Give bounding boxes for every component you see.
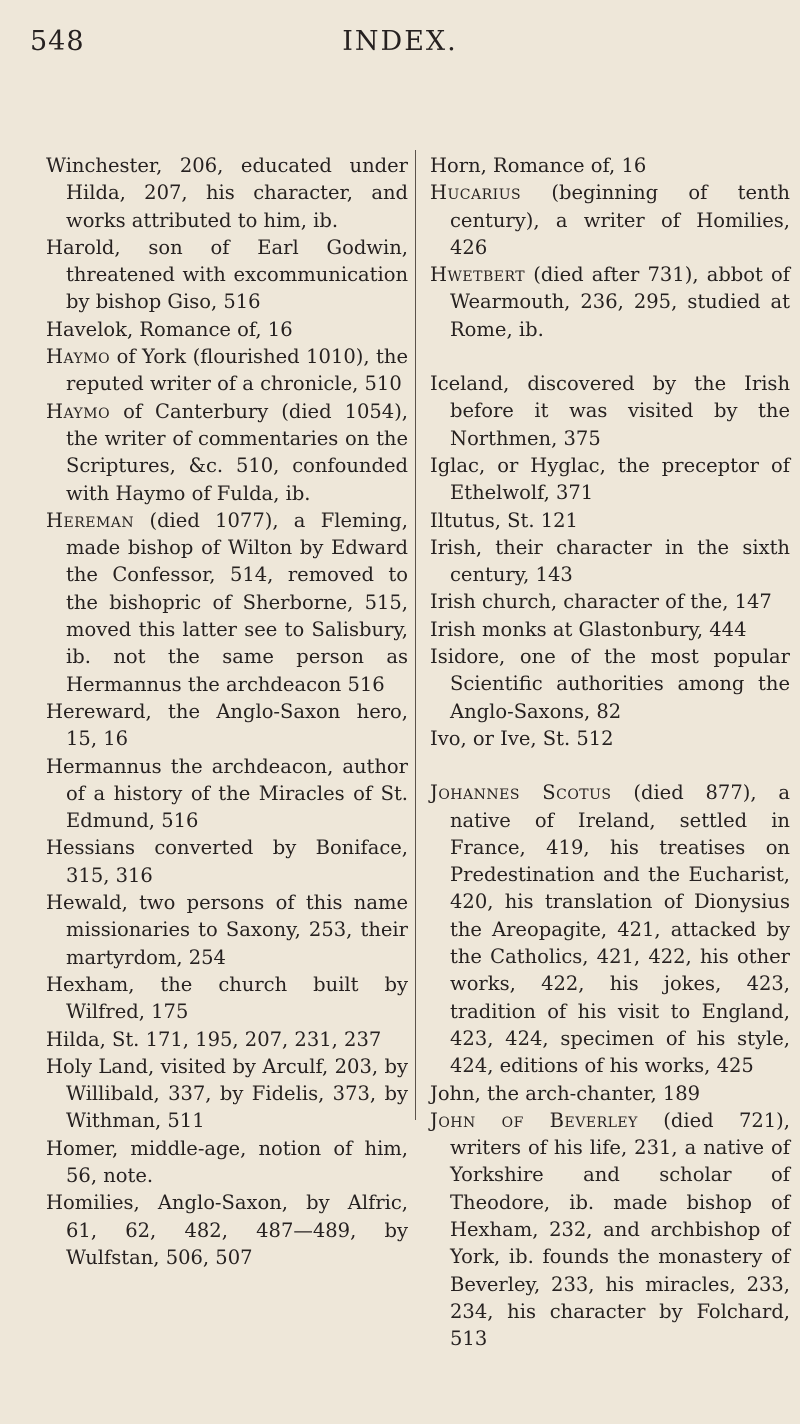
index-entry (430, 507, 790, 534)
entry-text: Hewald, two persons of this name missionaries to Saxony, 253, their martyrdom, 254 (46, 891, 408, 969)
entry-text: Horn, Romance of, 16 (430, 154, 647, 177)
entry-text: Havelok, Romance of, 16 (46, 317, 293, 341)
entry-text: Holy Land, visited by Arculf, 203, by Willibald, 337, by Fidelis, 373, by Withman, 511 (46, 1054, 408, 1133)
running-title: INDEX. (342, 26, 458, 57)
index-entry (430, 179, 790, 261)
entry-text: Hermannus the archdeacon, author of a history of the Miracles of St. Edmund, 516 (46, 754, 408, 833)
entry-headword: Hereman (46, 508, 135, 532)
entry-text: Hessians converted by Boniface, 315, 316 (46, 836, 408, 887)
entry-text: of Canterbury (died 1054), the writer of commentaries on the Scriptures, &c. 510, confounded with Haymo of Fulda, ib. (66, 399, 408, 505)
index-entry (46, 316, 408, 343)
index-entry (46, 398, 408, 507)
index-entry (430, 725, 790, 752)
index-entry (46, 753, 408, 835)
index-entry (430, 261, 790, 343)
entry-text: Homilies, Anglo-Saxon, by Alfric, 61, 62, 482, 487—489, by Wulfstan, 506, 507 (46, 1191, 408, 1269)
entry-headword: Haymo (46, 399, 111, 423)
entry-text: Hexham, the church built by Wilfred, 175 (46, 972, 408, 1024)
index-entry (46, 234, 408, 316)
entry-text: Hilda, St. 171, 195, 207, 231, 237 (46, 1027, 382, 1051)
entry-text: Irish church, character of the, 147 (430, 590, 772, 614)
index-entry (430, 1080, 790, 1107)
entry-text: Winchester, 206, educated under Hilda, 207, his character, and works attributed to him, ib. (46, 154, 408, 232)
entry-text: Homer, middle-age, notion of him, 56, note. (46, 1136, 408, 1187)
index-entry (46, 152, 408, 234)
entry-headword: Johannes Scotus (430, 781, 612, 805)
index-entry (46, 834, 408, 889)
entry-text: of York (flourished 1010), the reputed writer of a chronicle, 510 (66, 345, 408, 396)
index-entry (46, 1053, 408, 1135)
entry-text: Ivo, or Ive, St. 512 (430, 726, 614, 750)
index-entry (46, 971, 408, 1026)
entry-text: (died 1077), a Fleming, made bishop of Wilton by Edward the Confessor, 514, removed to the bishopric of Sherborne, 515, moved this latter see to Salisbury, ib. not the same person as Hermannus the archdeacon 516 (66, 508, 408, 696)
index-entry (430, 616, 790, 643)
entry-text: Iltutus, St. 121 (430, 508, 578, 532)
index-entry (46, 343, 408, 398)
entry-text: (beginning of tenth century), a writer of Homilies, 426 (450, 181, 790, 259)
index-entry (430, 370, 790, 452)
index-entry (46, 1135, 408, 1190)
entry-text: Irish monks at Glastonbury, 444 (430, 617, 747, 641)
index-entry (46, 1026, 408, 1053)
page-number: 548 (30, 26, 85, 57)
index-entry (46, 1189, 408, 1271)
entry-text: Iceland, discovered by the Irish before it was visited by the Northmen, 375 (430, 372, 790, 450)
entry-headword: John of Beverley (430, 1108, 638, 1132)
column-divider (415, 150, 416, 1120)
entry-text: Iglac, or Hyglac, the preceptor of Ethelwolf, 371 (430, 453, 790, 505)
page-header (0, 26, 800, 66)
index-entry (430, 588, 790, 615)
entry-headword: Hucarius (430, 181, 522, 205)
index-entry (430, 152, 790, 179)
index-entry (430, 643, 790, 725)
index-entry (430, 779, 790, 1079)
entry-headword: Hwetbert (430, 263, 526, 287)
entry-text: Hereward, the Anglo-Saxon hero, 15, 16 (46, 699, 408, 751)
entry-text: (died 877), a native of Ireland, settled in France, 419, his treatises on Predestination and the Eucharist, 420, his translation of Dionysius the Areopagite, 421, attacked by the Catholics, 421, 422, his other works, 422, his jokes, 423, tradition of his visit to England, 423, 424, specimen of his style, 424, editions of his works, 425 (450, 781, 790, 1078)
index-entry (46, 507, 408, 698)
index-entry (46, 889, 408, 971)
entry-text: John, the arch-chanter, 189 (430, 1081, 701, 1105)
entry-text: (died 721), writers of his life, 231, a native of Yorkshire and scholar of Theodore, ib. made bishop of Hexham, 232, and archbishop of York, ib. founds the monastery of Beverley, 233, his miracles, 233, 234, his character by Folchard, 513 (450, 1108, 790, 1351)
entry-text: Irish, their character in the sixth century, 143 (430, 535, 790, 587)
entry-headword: Haymo (46, 345, 111, 369)
index-entry (46, 698, 408, 753)
index-entry (430, 534, 790, 589)
entry-text: Harold, son of Earl Godwin, threatened with excommunication by bishop Giso, 516 (46, 235, 408, 314)
entry-text: Isidore, one of the most popular Scientific authorities among the Anglo-Saxons, 82 (430, 645, 790, 723)
index-entry (430, 1107, 790, 1353)
index-entry (430, 452, 790, 507)
entry-text: (died after 731), abbot of Wearmouth, 236, 295, studied at Rome, ib. (450, 263, 790, 341)
index-column-left (46, 152, 408, 1271)
index-column-right (430, 152, 790, 1352)
